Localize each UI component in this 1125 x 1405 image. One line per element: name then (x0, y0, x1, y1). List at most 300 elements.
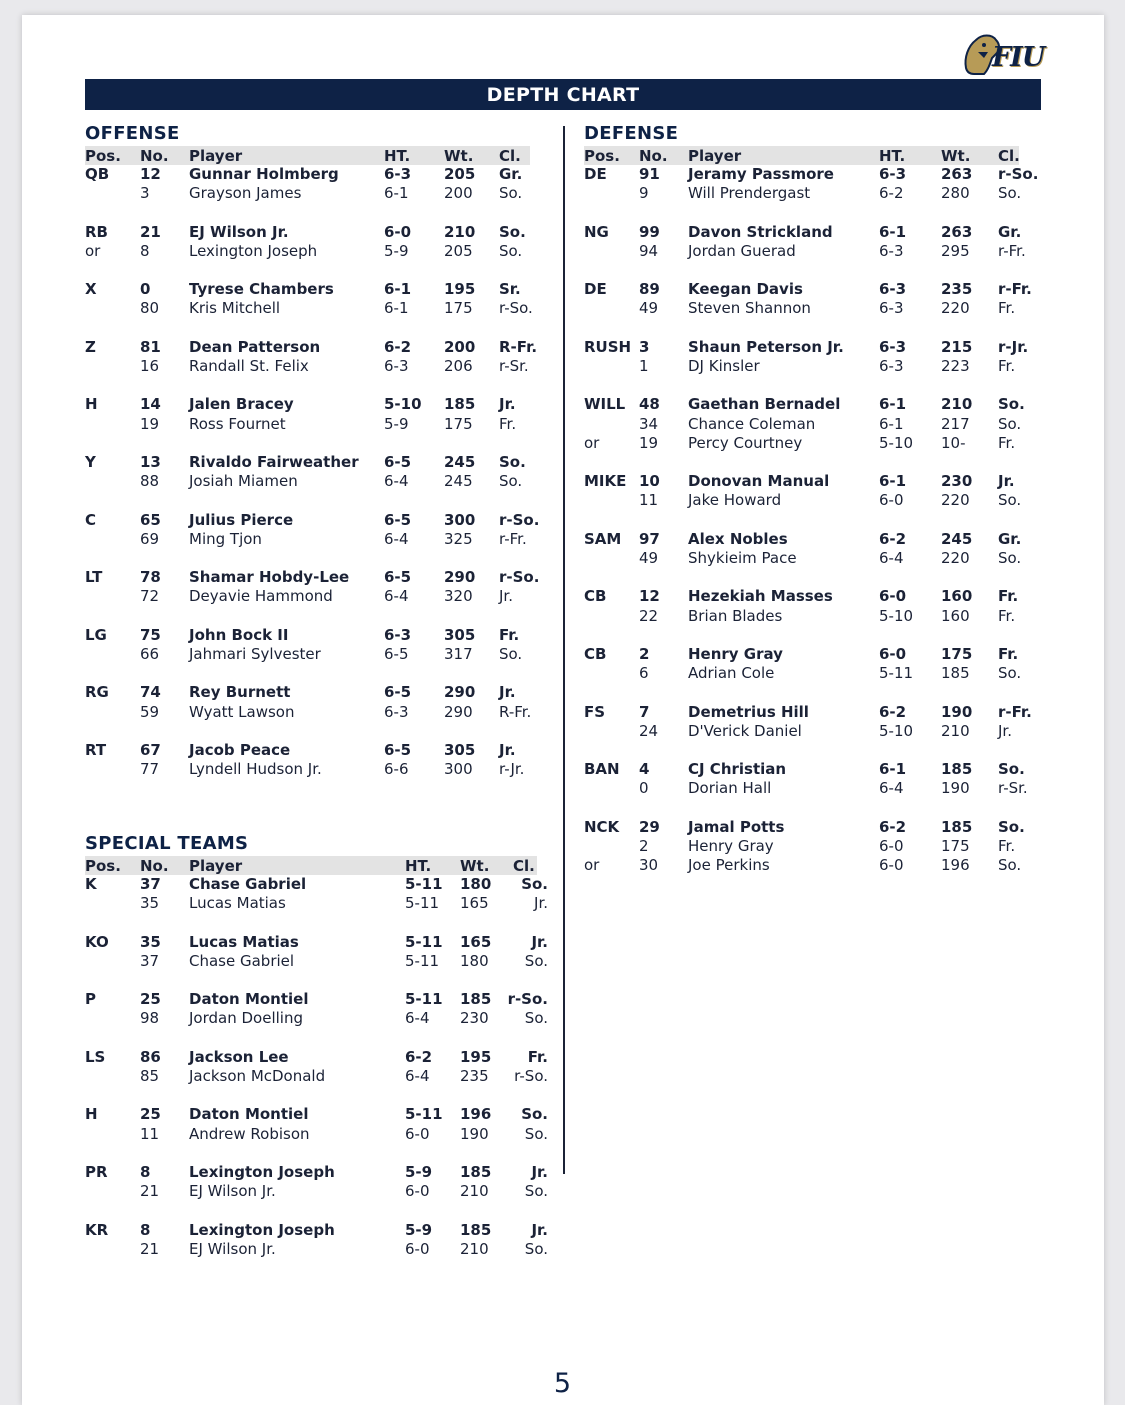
jersey-number: 6 (639, 664, 649, 683)
player-row (0, 837, 1125, 856)
jersey-number: 75 (140, 625, 161, 644)
player-class: Gr. (998, 529, 1022, 548)
position-label: Y (85, 453, 96, 471)
jersey-number: 29 (639, 817, 660, 836)
player-weight: 185 (941, 664, 970, 683)
jersey-number: 16 (140, 357, 160, 375)
or-label: or (584, 856, 600, 875)
player-height: 6-5 (384, 683, 412, 702)
player-name: Grayson James (189, 184, 302, 203)
player-row (0, 894, 1125, 913)
player-row (0, 1105, 1125, 1124)
player-row (0, 357, 1125, 376)
player-weight: 175 (444, 299, 473, 318)
player-row (0, 472, 1125, 491)
player-name: Gunnar Holmberg (189, 165, 339, 183)
player-weight: 200 (444, 184, 473, 203)
player-height: 6-5 (384, 453, 412, 471)
player-height: 6-5 (384, 568, 412, 587)
player-name: Adrian Cole (688, 664, 775, 683)
player-height: 6-0 (879, 587, 907, 606)
player-name: Ross Fournet (189, 414, 286, 433)
player-weight: 185 (460, 990, 492, 1009)
jersey-number: 21 (140, 1182, 160, 1201)
jersey-number: 0 (140, 280, 151, 299)
player-class: r-So. (499, 568, 540, 587)
player-name: Ming Tjon (189, 529, 262, 548)
player-name: Daton Montiel (189, 990, 309, 1009)
player-class: Sr. (499, 280, 521, 299)
jersey-number: 11 (639, 491, 659, 510)
player-weight: 190 (460, 1124, 489, 1143)
player-height: 6-4 (384, 472, 409, 491)
player-name: Jackson Lee (189, 1047, 289, 1066)
jersey-number: 4 (639, 760, 650, 779)
player-weight: 210 (941, 395, 973, 414)
player-height: 6-0 (879, 491, 904, 510)
position-label: C (85, 510, 97, 529)
player-name: Gaethan Bernadel (688, 395, 841, 414)
position-label: LS (85, 1047, 106, 1066)
player-name: Randall St. Felix (189, 357, 309, 375)
player-weight: 305 (444, 741, 476, 759)
player-name: Alex Nobles (688, 529, 788, 548)
player-height: 6-3 (879, 165, 907, 183)
player-name: John Bock II (189, 625, 289, 644)
offense-column-header (85, 146, 530, 165)
player-name: Shaun Peterson Jr. (688, 337, 844, 356)
player-class: Jr. (531, 1220, 548, 1239)
player-name: EJ Wilson Jr. (189, 1239, 276, 1258)
player-class: r-Jr. (499, 760, 525, 779)
player-height: 6-5 (384, 741, 412, 759)
player-class: So. (521, 1105, 548, 1124)
player-height: 6-0 (405, 1182, 430, 1201)
player-row (0, 1240, 1125, 1259)
column-header-wt: Wt. (460, 857, 490, 875)
player-height: 6-1 (879, 760, 907, 779)
position-label: K (85, 875, 97, 893)
jersey-number: 37 (140, 951, 160, 970)
player-height: 5-11 (405, 990, 443, 1009)
player-class: So. (998, 184, 1022, 203)
player-name: Jahmari Sylvester (189, 645, 321, 663)
player-name: Jeramy Passmore (688, 165, 834, 183)
position-label: KR (85, 1220, 109, 1239)
player-row (0, 1221, 1125, 1240)
player-weight: 175 (941, 837, 970, 855)
player-class: So. (499, 472, 523, 491)
player-row (0, 875, 1125, 894)
offense-title: OFFENSE (85, 123, 180, 144)
player-class: So. (998, 549, 1022, 567)
player-class: Jr. (998, 721, 1012, 740)
player-row (0, 453, 1125, 472)
player-weight: 317 (444, 645, 473, 663)
player-height: 6-0 (879, 645, 907, 663)
player-row (0, 549, 1125, 568)
player-weight: 230 (460, 1009, 489, 1028)
player-name: Chase Gabriel (189, 875, 307, 893)
player-weight: 185 (941, 817, 973, 836)
column-header-pos: Pos. (584, 147, 620, 165)
player-height: 6-3 (879, 357, 904, 375)
player-name: Jordan Doelling (189, 1009, 303, 1028)
player-class: r-So. (499, 299, 533, 318)
player-height: 5-9 (405, 1220, 433, 1239)
player-name: Percy Courtney (688, 433, 803, 452)
player-class: So. (998, 395, 1025, 414)
jersey-number: 2 (639, 645, 650, 663)
jersey-number: 21 (140, 1239, 160, 1258)
player-weight: 215 (941, 337, 973, 356)
player-name: Shykieim Pace (688, 549, 797, 567)
player-class: r-So. (998, 165, 1039, 183)
player-row (0, 165, 1125, 184)
position-label: FS (584, 702, 606, 721)
player-name: Jackson McDonald (189, 1067, 326, 1085)
position-label: DE (584, 165, 607, 183)
jersey-number: 48 (639, 395, 660, 414)
player-name: Kris Mitchell (189, 299, 281, 318)
jersey-number: 25 (140, 990, 161, 1009)
or-label: or (584, 433, 600, 452)
jersey-number: 99 (639, 222, 660, 241)
player-class: Fr. (998, 837, 1016, 855)
player-name: Deyavie Hammond (189, 587, 333, 606)
player-weight: 160 (941, 606, 970, 625)
player-row (0, 760, 1125, 779)
column-header-wt: Wt. (941, 147, 971, 165)
jersey-number: 25 (140, 1105, 161, 1124)
player-name: Lexington Joseph (189, 1163, 335, 1181)
column-header-ht: HT. (384, 147, 411, 165)
jersey-number: 19 (639, 433, 659, 452)
position-label: SAM (584, 529, 622, 548)
jersey-number: 66 (140, 645, 160, 663)
player-height: 5-10 (879, 721, 914, 740)
player-height: 6-2 (879, 817, 907, 836)
jersey-number: 80 (140, 299, 160, 318)
player-class: Jr. (998, 472, 1015, 491)
player-class: So. (998, 856, 1022, 875)
player-height: 5-11 (405, 875, 443, 893)
player-name: Chance Coleman (688, 414, 816, 433)
column-header-wt: Wt. (444, 147, 474, 165)
player-class: Fr. (499, 414, 517, 433)
player-name: Lucas Matias (189, 932, 299, 951)
column-header-ht: HT. (879, 147, 906, 165)
column-header-ht: HT. (405, 857, 432, 875)
position-label: LG (85, 625, 107, 644)
player-weight: 300 (444, 510, 476, 529)
player-height: 6-1 (879, 472, 907, 491)
player-class: r-Jr. (998, 337, 1029, 356)
defense-title: DEFENSE (584, 123, 679, 144)
player-height: 5-9 (405, 1163, 433, 1181)
player-name: Henry Gray (688, 645, 783, 663)
player-row (0, 952, 1125, 971)
player-row (0, 626, 1125, 645)
player-row (0, 1067, 1125, 1086)
player-row (0, 184, 1125, 203)
player-class: r-Sr. (499, 357, 529, 375)
player-weight: 185 (460, 1220, 492, 1239)
jersey-number: 22 (639, 606, 659, 625)
position-label: BAN (584, 760, 620, 779)
player-weight: 295 (941, 241, 970, 260)
player-class: So. (998, 414, 1022, 433)
player-class: Fr. (998, 299, 1016, 318)
player-height: 6-2 (384, 337, 412, 356)
player-height: 6-1 (384, 299, 409, 318)
player-height: 6-4 (879, 779, 904, 798)
player-height: 6-6 (384, 760, 409, 779)
jersey-number: 11 (140, 1124, 160, 1143)
player-row (0, 1009, 1125, 1028)
position-label: CB (584, 645, 607, 663)
player-weight: 160 (941, 587, 973, 606)
player-row (0, 587, 1125, 606)
player-name: Hezekiah Masses (688, 587, 833, 606)
jersey-number: 2 (639, 837, 649, 855)
jersey-number: 34 (639, 414, 659, 433)
player-weight: 220 (941, 299, 970, 318)
player-height: 6-3 (879, 241, 904, 260)
player-height: 6-1 (384, 184, 409, 203)
jersey-number: 88 (140, 472, 160, 491)
player-height: 5-11 (879, 664, 914, 683)
player-row (0, 530, 1125, 549)
jersey-number: 49 (639, 549, 659, 567)
player-name: Tyrese Chambers (189, 280, 334, 299)
player-class: Fr. (527, 1047, 548, 1066)
position-label: MIKE (584, 472, 627, 491)
player-height: 5-9 (384, 241, 409, 260)
player-class: Fr. (998, 433, 1016, 452)
player-row (0, 299, 1125, 318)
player-row (0, 491, 1125, 510)
column-header-no: No. (140, 147, 169, 165)
player-name: Will Prendergast (688, 184, 811, 203)
player-height: 6-3 (879, 299, 904, 318)
player-class: r-Fr. (998, 241, 1026, 260)
column-header-no: No. (140, 857, 169, 875)
player-row (0, 856, 1125, 875)
player-class: So. (998, 817, 1025, 836)
player-weight: 245 (444, 453, 476, 471)
position-label: KO (85, 932, 109, 951)
player-name: Lucas Matias (189, 894, 286, 913)
player-class: So. (499, 222, 526, 241)
player-class: So. (524, 1009, 548, 1028)
player-height: 6-4 (405, 1067, 430, 1085)
player-height: 6-0 (405, 1124, 430, 1143)
jersey-number: 3 (639, 337, 650, 356)
player-height: 5-10 (384, 395, 422, 414)
player-name: Jalen Bracey (189, 395, 294, 414)
player-row (0, 818, 1125, 837)
player-name: Julius Pierce (189, 510, 294, 529)
player-height: 6-3 (879, 280, 907, 299)
player-row (0, 1125, 1125, 1144)
player-class: So. (499, 184, 523, 203)
player-weight: 10- (941, 433, 966, 452)
player-height: 6-2 (879, 702, 907, 721)
player-name: Daton Montiel (189, 1105, 309, 1124)
player-name: Donovan Manual (688, 472, 830, 491)
player-weight: 320 (444, 587, 473, 606)
player-name: Josiah Miamen (189, 472, 298, 491)
player-name: DJ Kinsler (688, 357, 760, 375)
player-height: 6-4 (384, 529, 409, 548)
player-name: EJ Wilson Jr. (189, 222, 289, 241)
player-height: 6-1 (384, 280, 412, 299)
player-name: Brian Blades (688, 606, 783, 625)
player-class: So. (524, 1124, 548, 1143)
player-name: Jake Howard (688, 491, 782, 510)
player-class: So. (998, 760, 1025, 779)
player-name: Lexington Joseph (189, 1220, 335, 1239)
player-height: 6-2 (405, 1047, 433, 1066)
player-row (0, 338, 1125, 357)
jersey-number: 78 (140, 568, 161, 587)
jersey-number: 30 (639, 856, 659, 875)
player-class: r-So. (507, 990, 548, 1009)
jersey-number: 7 (639, 702, 650, 721)
page-number: 5 (553, 1368, 572, 1399)
player-name: Jacob Peace (189, 741, 291, 759)
player-row (0, 607, 1125, 626)
player-row (0, 242, 1125, 261)
player-height: 6-0 (405, 1239, 430, 1258)
player-row (0, 511, 1125, 530)
player-weight: 195 (460, 1047, 492, 1066)
jersey-number: 69 (140, 529, 160, 548)
player-height: 5-10 (879, 606, 914, 625)
jersey-number: 86 (140, 1047, 161, 1066)
player-height: 5-9 (384, 414, 409, 433)
player-class: Jr. (534, 894, 548, 913)
player-class: Gr. (998, 222, 1022, 241)
player-row (0, 990, 1125, 1009)
player-weight: 205 (444, 241, 473, 260)
jersey-number: 1 (639, 357, 649, 375)
player-weight: 263 (941, 222, 973, 241)
player-weight: 235 (460, 1067, 489, 1085)
jersey-number: 21 (140, 222, 161, 241)
player-weight: 290 (444, 683, 476, 702)
player-height: 6-0 (879, 856, 904, 875)
position-label: QB (85, 165, 110, 183)
jersey-number: 14 (140, 395, 161, 414)
jersey-number: 59 (140, 702, 160, 721)
jersey-number: 9 (639, 184, 649, 203)
position-label: RG (85, 683, 109, 702)
player-weight: 196 (941, 856, 970, 875)
player-weight: 210 (941, 721, 970, 740)
player-name: Joe Perkins (688, 856, 770, 875)
depth-chart-banner: DEPTH CHART (85, 79, 1041, 110)
player-height: 6-1 (879, 395, 907, 414)
player-weight: 245 (444, 472, 473, 491)
position-label: P (85, 990, 96, 1009)
column-header-cl: Cl. (998, 147, 1020, 165)
player-height: 6-3 (879, 337, 907, 356)
position-label: RT (85, 741, 107, 759)
player-class: So. (524, 1239, 548, 1258)
player-class: Jr. (499, 683, 516, 702)
defense-column-header (584, 146, 1019, 165)
jersey-number: 10 (639, 472, 660, 491)
jersey-number: 74 (140, 683, 161, 702)
jersey-number: 8 (140, 1220, 151, 1239)
column-header-player: Player (688, 147, 742, 165)
player-row (0, 415, 1125, 434)
column-header-cl: Cl. (499, 147, 521, 165)
player-row (0, 223, 1125, 242)
player-height: 5-11 (405, 932, 443, 951)
player-class: Jr. (531, 932, 548, 951)
player-weight: 180 (460, 951, 489, 970)
player-weight: 206 (444, 357, 473, 375)
player-name: Andrew Robison (189, 1124, 310, 1143)
player-height: 6-5 (384, 645, 409, 663)
player-height: 6-1 (879, 414, 904, 433)
player-class: R-Fr. (499, 337, 538, 356)
player-row (0, 1048, 1125, 1067)
player-class: R-Fr. (499, 702, 532, 721)
player-name: Wyatt Lawson (189, 702, 295, 721)
player-weight: 200 (444, 337, 476, 356)
player-class: Fr. (998, 645, 1019, 663)
player-height: 5-10 (879, 433, 914, 452)
player-weight: 230 (941, 472, 973, 491)
jersey-number: 12 (639, 587, 660, 606)
player-row (0, 722, 1125, 741)
player-weight: 185 (941, 760, 973, 779)
player-name: Dorian Hall (688, 779, 772, 798)
player-class: So. (524, 1182, 548, 1201)
player-height: 6-0 (879, 837, 904, 855)
player-class: Jr. (499, 395, 516, 414)
player-weight: 245 (941, 529, 973, 548)
player-height: 6-3 (384, 165, 412, 183)
jersey-number: 13 (140, 453, 161, 471)
player-name: EJ Wilson Jr. (189, 1182, 276, 1201)
player-class: So. (521, 875, 548, 893)
player-class: r-So. (514, 1067, 548, 1085)
player-class: r-So. (499, 510, 540, 529)
player-weight: 180 (460, 875, 492, 893)
player-row (0, 1163, 1125, 1182)
player-weight: 325 (444, 529, 473, 548)
player-class: Fr. (998, 606, 1016, 625)
player-weight: 300 (444, 760, 473, 779)
position-label: X (85, 280, 97, 299)
player-name: Henry Gray (688, 837, 774, 855)
player-row (0, 741, 1125, 760)
jersey-number: 49 (639, 299, 659, 318)
player-class: Jr. (499, 587, 513, 606)
jersey-number: 85 (140, 1067, 160, 1085)
player-class: r-Fr. (998, 280, 1032, 299)
player-weight: 165 (460, 932, 492, 951)
player-weight: 280 (941, 184, 970, 203)
player-weight: 235 (941, 280, 973, 299)
position-label: NG (584, 222, 609, 241)
position-label: NCK (584, 817, 620, 836)
